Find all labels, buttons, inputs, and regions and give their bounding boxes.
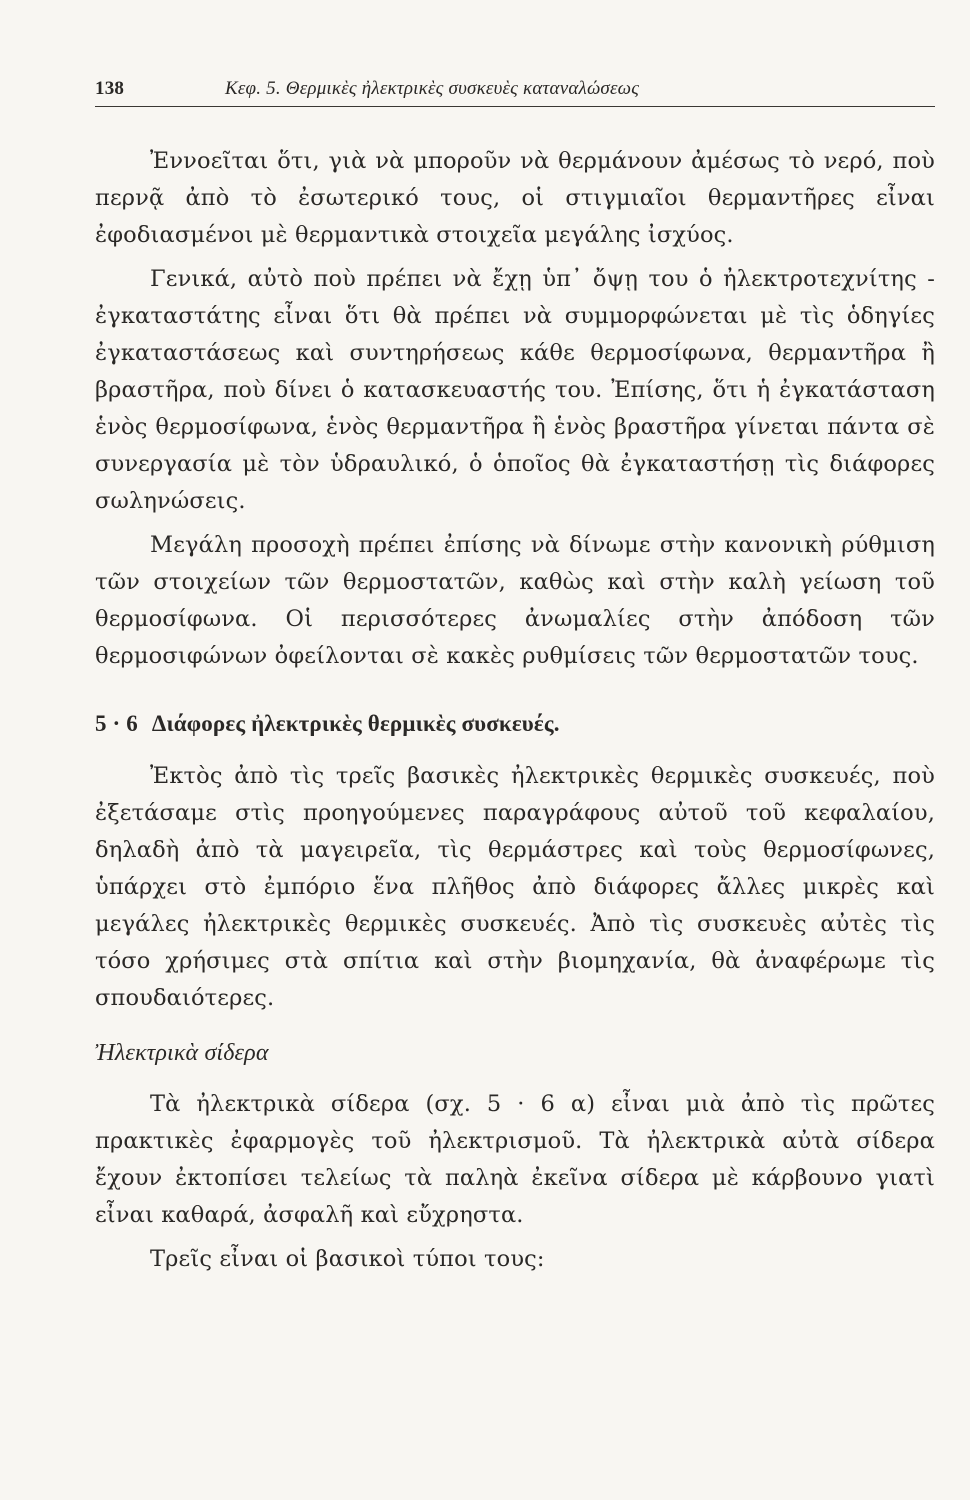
paragraph-basic-types: Τρεῖς εἶναι οἱ βασικοὶ τύποι τους:	[150, 1246, 545, 1272]
section-heading	[95, 705, 935, 742]
page-number: 138	[95, 78, 125, 99]
book-page	[95, 78, 935, 1285]
section-number: 5 · 6	[95, 711, 138, 736]
paragraph-other-appliances: Ἐκτὸς ἀπὸ τὶς τρεῖς βασικὲς ἠλεκτρικὲς θερμικὲς συσκευές, ποὺ ἐξετάσαμε στὶς προηγούμενες παραγράφους αὐτοῦ τοῦ κεφαλαίου, δηλαδὴ ἀπὸ τὰ μαγειρεῖα, τὶς θερμάστρες καὶ τοὺς θερμοσίφωνες, ὑπάρχει στὸ ἐμπόριο ἕνα πλῆθος ἀπὸ διάφορες ἄλλες μικρὲς καὶ μεγάλες ἠλεκτρικὲς θερμικὲς συσκευές. Ἀπὸ τὶς συσκευὲς αὐτὲς τὶς τόσο χρήσιμες στὰ σπίτια καὶ στὴν βιομηχανία, θὰ ἀναφέρωμε τὶς σπουδαιότερες.	[95, 763, 935, 1011]
running-header	[95, 78, 935, 107]
page-body	[95, 143, 935, 1278]
section-title: Διάφορες ἠλεκτρικὲς θερμικὲς συσκευές.	[151, 711, 560, 736]
paragraph-instant-heaters: Ἐννοεῖται ὅτι, γιὰ νὰ μποροῦν νὰ θερμάνουν ἀμέσως τὸ νερό, ποὺ περνᾷ ἀπὸ τὸ ἐσωτερικό τους, οἱ στιγμιαῖοι θερμαντῆρες εἶναι ἐφοδιασμένοι μὲ θερμαντικὰ στοιχεῖα μεγάλης ἰσχύος.	[95, 148, 935, 248]
paragraph-installer-guidance: Γενικά, αὐτὸ ποὺ πρέπει νὰ ἔχῃ ὑπ᾽ ὄψῃ του ὁ ἠλεκτροτεχνίτης - ἐγκαταστάτης εἶναι ὅτι θὰ πρέπει νὰ συμμορφώνεται μὲ τὶς ὁδηγίες ἐγκαταστάσεως καὶ συντηρήσεως κάθε θερμοσίφωνα, θερμαντῆρα ἢ βραστῆρα, ποὺ δίνει ὁ κατασκευαστής του. Ἐπίσης, ὅτι ἡ ἐγκατάσταση ἑνὸς θερμοσίφωνα, ἑνὸς θερμαντῆρα ἢ ἑνὸς βραστῆρα γίνεται πάντα σὲ συνεργασία μὲ τὸν ὑδραυλικό, ὁ ὁποῖος θὰ ἐγκαταστήσῃ τὶς διάφορες σωληνώσεις.	[95, 266, 935, 514]
running-title: Κεφ. 5. Θερμικὲς ἠλεκτρικὲς συσκευὲς καταναλώσεως	[225, 78, 640, 99]
paragraph-electric-irons: Τὰ ἠλεκτρικὰ σίδερα (σχ. 5 · 6 α) εἶναι μιὰ ἀπὸ τὶς πρῶτες πρακτικὲς ἐφαρμογὲς τοῦ ἠλεκτρισμοῦ. Τὰ ἠλεκτρικὰ αὐτὰ σίδερα ἔχουν ἐκτοπίσει τελείως τὰ παληὰ ἐκεῖνα σίδερα μὲ κάρβουνο γιατὶ εἶναι καθαρά, ἀσφαλῆ καὶ εὔχρηστα.	[95, 1091, 935, 1228]
subheading-electric-irons: Ἠλεκτρικὰ σίδερα	[95, 1040, 269, 1066]
paragraph-thermostat-grounding: Μεγάλη προσοχὴ πρέπει ἐπίσης νὰ δίνωμε στὴν κανονικὴ ρύθμιση τῶν στοιχείων τῶν θερμοστατῶν, καθὼς καὶ στὴν καλὴ γείωση τοῦ θερμοσίφωνα. Οἱ περισσότερες ἀνωμαλίες στὴν ἀπόδοση τῶν θερμοσιφώνων ὀφείλονται σὲ κακὲς ρυθμίσεις τῶν θερμοστατῶν τους.	[95, 532, 935, 669]
